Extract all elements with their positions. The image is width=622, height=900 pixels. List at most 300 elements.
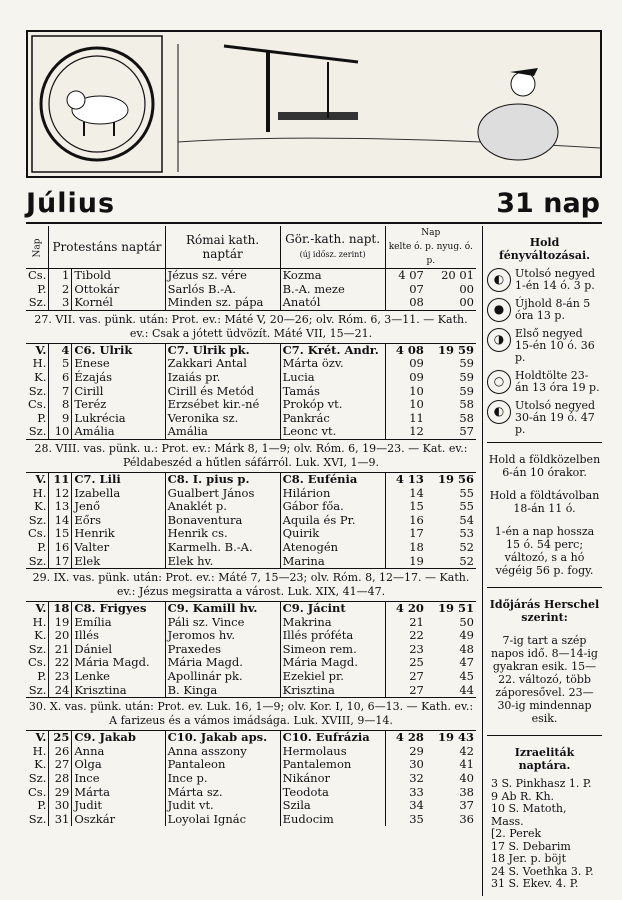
- protestant-name: Valter: [72, 541, 165, 555]
- col-greek-label: Gör.-kath. napt.: [285, 232, 381, 246]
- sunset: 58: [459, 410, 474, 425]
- table-row: [26, 398, 476, 412]
- greek-name: Eudocim: [280, 813, 385, 827]
- roman-name: C9. Kamill hv.: [165, 602, 280, 616]
- table-row: [26, 487, 476, 501]
- sunrise: 10: [409, 397, 424, 412]
- greek-name: Pantalemon: [280, 758, 385, 772]
- sunset: 38: [459, 784, 474, 799]
- sunset: 19 56: [437, 471, 474, 486]
- day-number: 5: [49, 357, 72, 371]
- table-row: [26, 786, 476, 800]
- greek-name: Krisztina: [280, 684, 385, 698]
- sunset: 41: [459, 757, 474, 772]
- moon-phase-text: Utolsó negyed 1-én 14 ó. 3 p.: [515, 267, 595, 292]
- day-number: 9: [49, 412, 72, 426]
- sunrise: 4 20: [395, 601, 424, 616]
- protestant-name: Tibold: [72, 269, 165, 283]
- day-number: 28: [49, 772, 72, 786]
- protestant-name: Amália: [72, 425, 165, 439]
- col-greek: [280, 226, 385, 269]
- protestant-name: Krisztina: [72, 684, 165, 698]
- protestant-name: Kornél: [72, 296, 165, 310]
- israelite-item: 3 S. Pinkhasz 1. P.: [491, 777, 592, 790]
- month-title: Július: [26, 188, 116, 219]
- day-length-note: 1-én a nap hossza 15 ó. 54 perc; változó, s a hó végéig 56 p. fogy.: [494, 525, 595, 577]
- roman-name: Amália: [165, 425, 280, 439]
- sunset: 00: [459, 281, 474, 296]
- sidebar: [482, 226, 602, 896]
- roman-name: Jézus sz. vére: [165, 269, 280, 283]
- roman-name: Zakkari Antal: [165, 357, 280, 371]
- sunrise: 17: [409, 526, 424, 541]
- table-row: [26, 656, 476, 670]
- roman-name: Elek hv.: [165, 555, 280, 569]
- greek-name: Márta özv.: [280, 357, 385, 371]
- moon-phase-icon: ◐: [487, 268, 511, 292]
- sunrise: 08: [409, 295, 424, 310]
- roman-name: C7. Ulrik pk.: [165, 343, 280, 357]
- sunset: 36: [459, 811, 474, 826]
- divider: [487, 735, 602, 736]
- protestant-name: Jenő: [72, 500, 165, 514]
- weekday: K.: [26, 758, 49, 772]
- table-row: [26, 643, 476, 657]
- sunset: 52: [459, 539, 474, 554]
- protestant-name: Eőrs: [72, 514, 165, 528]
- sunrise: 16: [409, 512, 424, 527]
- sunrise: 4 28: [395, 730, 424, 745]
- greek-name: Illés próféta: [280, 629, 385, 643]
- header-illustration: [26, 30, 602, 178]
- day-number: 21: [49, 643, 72, 657]
- moon-phase-item: [487, 328, 602, 364]
- table-row: [26, 425, 476, 439]
- greek-name: C7. Krét. Andr.: [280, 343, 385, 357]
- col-kelte: kelte ó. p.: [388, 242, 434, 252]
- weekday: Cs.: [26, 398, 49, 412]
- greek-name: Atenogén: [280, 541, 385, 555]
- greek-name: Marina: [280, 555, 385, 569]
- week-note-29: 29. IX. vas. pünk. után: Prot. ev.: Máté 7, 15—23; olv. Róm. 8, 12—17. — Kath. ev.: Jézus megsiratta a várost. Luk. XIX, 41—47.: [26, 569, 476, 602]
- day-number: 13: [49, 500, 72, 514]
- sunrise: 07: [409, 281, 424, 296]
- sunset: 50: [459, 614, 474, 629]
- roman-name: Karmelh. B.-A.: [165, 541, 280, 555]
- day-number: 1: [49, 269, 72, 283]
- rows-group-4: [26, 602, 476, 698]
- day-number: 8: [49, 398, 72, 412]
- protestant-name: Elek: [72, 555, 165, 569]
- col-roman: Római kath. naptár: [165, 226, 280, 269]
- greek-name: Quirik: [280, 527, 385, 541]
- sunset: 57: [459, 424, 474, 439]
- greek-name: Anatól: [280, 296, 385, 310]
- moon-title: Hold fényváltozásai.: [499, 236, 590, 262]
- sunset: 44: [459, 682, 474, 697]
- moon-phase-item: [487, 298, 602, 322]
- sunset: 53: [459, 526, 474, 541]
- sunset: 58: [459, 397, 474, 412]
- moon-phase-text: Újhold 8-án 5 óra 13 p.: [515, 297, 591, 322]
- table-row: [26, 343, 476, 357]
- roman-name: C8. I. pius p.: [165, 472, 280, 486]
- sunrise: 4 08: [395, 342, 424, 357]
- weekday: Sz.: [26, 684, 49, 698]
- protestant-name: Ézajás: [72, 371, 165, 385]
- roman-name: B. Kinga: [165, 684, 280, 698]
- weekday: H.: [26, 616, 49, 630]
- greek-name: C10. Eufrázia: [280, 731, 385, 745]
- perigee-note: Hold a földközelben 6-án 10 órakor.: [488, 453, 601, 479]
- sunrise: 34: [409, 798, 424, 813]
- day-number: 31: [49, 813, 72, 827]
- divider: [487, 587, 602, 588]
- weekday: V.: [26, 602, 49, 616]
- rows-group-5: [26, 731, 476, 827]
- weekday: Sz.: [26, 296, 49, 310]
- days-count: 31 nap: [496, 188, 600, 219]
- sunrise: 4 07: [398, 268, 424, 282]
- greek-name: Szila: [280, 799, 385, 813]
- day-number: 14: [49, 514, 72, 528]
- greek-name: Gábor főa.: [280, 500, 385, 514]
- sunrise: 11: [409, 410, 424, 425]
- weekday: Sz.: [26, 514, 49, 528]
- sunrise: 18: [409, 539, 424, 554]
- table-row: [26, 758, 476, 772]
- moon-phase-icon: ◑: [487, 328, 511, 352]
- roman-name: Sarlós B.-A.: [165, 283, 280, 297]
- table-row: [26, 616, 476, 630]
- col-sun: [385, 226, 476, 269]
- weekday: Sz.: [26, 643, 49, 657]
- day-number: 3: [49, 296, 72, 310]
- protestant-name: Illés: [72, 629, 165, 643]
- greek-name: Makrina: [280, 616, 385, 630]
- calendar-table: [26, 226, 476, 826]
- sunset: 19 51: [437, 601, 474, 616]
- day-number: 25: [49, 731, 72, 745]
- weekday: Cs.: [26, 786, 49, 800]
- day-number: 17: [49, 555, 72, 569]
- sunset: 59: [459, 356, 474, 371]
- table-row: [26, 283, 476, 297]
- table-row: [26, 269, 476, 283]
- day-number: 23: [49, 670, 72, 684]
- col-sun-label: Nap: [421, 228, 441, 238]
- protestant-name: Judit: [72, 799, 165, 813]
- protestant-name: C7. Lili: [72, 472, 165, 486]
- israelite-item: 18 Jer. p. böjt: [491, 852, 566, 865]
- weekday: P.: [26, 670, 49, 684]
- sunset: 45: [459, 669, 474, 684]
- israelite-item: [2. Perek: [491, 827, 542, 840]
- col-nap: Nap: [26, 226, 49, 269]
- weekday: H.: [26, 745, 49, 759]
- day-number: 10: [49, 425, 72, 439]
- protestant-name: Anna: [72, 745, 165, 759]
- table-row: [26, 629, 476, 643]
- table-row: [26, 745, 476, 759]
- week-note-27: 27. VII. vas. pünk. után: Prot. ev.: Máté V, 20—26; olv. Róm. 6, 3—11. — Kath. ev.: Csak a jótett üdvözít. Máté VII, 15—21.: [26, 310, 476, 343]
- weekday: K.: [26, 629, 49, 643]
- greek-name: C9. Jácint: [280, 602, 385, 616]
- roman-name: Apollinár pk.: [165, 670, 280, 684]
- israelite-item: 17 S. Debarim: [491, 839, 571, 853]
- weekday: V.: [26, 343, 49, 357]
- sunrise: 30: [409, 757, 424, 772]
- protestant-name: C6. Ulrik: [72, 343, 165, 357]
- table-row: [26, 514, 476, 528]
- sunset: 48: [459, 641, 474, 656]
- greek-name: Mária Magd.: [280, 656, 385, 670]
- day-number: 4: [49, 343, 72, 357]
- sunrise: 27: [409, 682, 424, 697]
- sunset: 59: [459, 383, 474, 398]
- sunrise: 09: [409, 369, 424, 384]
- roman-name: Mária Magd.: [165, 656, 280, 670]
- sunrise: 25: [409, 655, 424, 670]
- roman-name: Pantaleon: [165, 758, 280, 772]
- table-row: [26, 670, 476, 684]
- weekday: Sz.: [26, 425, 49, 439]
- weekday: K.: [26, 371, 49, 385]
- weekday: H.: [26, 357, 49, 371]
- moon-phase-item: [487, 400, 602, 436]
- israelite-item: 31 S. Ekev. 4. P.: [491, 877, 579, 890]
- protestant-name: Olga: [72, 758, 165, 772]
- protestant-name: Teréz: [72, 398, 165, 412]
- roman-name: Erzsébet kir.-né: [165, 398, 280, 412]
- greek-name: Nikánor: [280, 772, 385, 786]
- roman-name: Veronika sz.: [165, 412, 280, 426]
- roman-name: C10. Jakab aps.: [165, 731, 280, 745]
- table-row: [26, 555, 476, 569]
- sunrise: 14: [409, 485, 424, 500]
- sunset: 00: [459, 295, 474, 310]
- moon-phase-text: Első negyed 15-én 10 ó. 36 p.: [515, 327, 595, 364]
- moon-phase-icon: ○: [487, 370, 511, 394]
- table-row: [26, 602, 476, 616]
- weekday: V.: [26, 472, 49, 486]
- protestant-name: C9. Jakab: [72, 731, 165, 745]
- moon-phase-text: Holdtölte 23-án 13 óra 19 p.: [515, 369, 600, 394]
- sunrise: 32: [409, 771, 424, 786]
- israelite-item: 24 S. Voethka 3. P.: [491, 864, 594, 878]
- protestant-name: Márta: [72, 786, 165, 800]
- sunset: 19 43: [437, 730, 474, 745]
- roman-name: Bonaventura: [165, 514, 280, 528]
- table-row: [26, 772, 476, 786]
- roman-name: Henrik cs.: [165, 527, 280, 541]
- sunset: 40: [459, 771, 474, 786]
- day-number: 7: [49, 385, 72, 399]
- sunrise: 33: [409, 784, 424, 799]
- protestant-name: Ottokár: [72, 283, 165, 297]
- roman-name: Anaklét p.: [165, 500, 280, 514]
- pastoral-scene-image: [28, 32, 600, 176]
- day-number: 15: [49, 527, 72, 541]
- sunset: 52: [459, 553, 474, 568]
- moon-phases: [487, 268, 602, 436]
- sunset: 47: [459, 655, 474, 670]
- roman-name: Izaiás pr.: [165, 371, 280, 385]
- greek-name: C8. Eufénia: [280, 472, 385, 486]
- roman-name: Anna asszony: [165, 745, 280, 759]
- sunset: 54: [459, 512, 474, 527]
- sunrise: 12: [409, 424, 424, 439]
- week-note-30: 30. X. vas. pünk. után: Prot. ev. Luk. 16, 1—9; olv. Kor. I, 10, 6—13. — Kath. ev.: A farizeus és a vámos imádsága. Luk. XVIII, 9—14.: [26, 698, 476, 731]
- greek-name: Hermolaus: [280, 745, 385, 759]
- roman-name: Ince p.: [165, 772, 280, 786]
- protestant-name: Cirill: [72, 385, 165, 399]
- sunrise: 21: [409, 614, 424, 629]
- weekday: P.: [26, 283, 49, 297]
- table-row: [26, 500, 476, 514]
- sunset: 59: [459, 369, 474, 384]
- day-number: 19: [49, 616, 72, 630]
- sunrise: 23: [409, 641, 424, 656]
- day-number: 22: [49, 656, 72, 670]
- weather-note: 7-ig tart a szép napos idő. 8—14-ig gyakran esik. 15—22. változó, több záporesővel. 23—30-ig mindennap esik.: [491, 634, 598, 725]
- rows-group-1: [26, 269, 476, 311]
- day-number: 11: [49, 472, 72, 486]
- sunset: 37: [459, 798, 474, 813]
- sunrise: 4 13: [395, 471, 424, 486]
- protestant-name: Henrik: [72, 527, 165, 541]
- table-row: [26, 472, 476, 486]
- protestant-name: Lenke: [72, 670, 165, 684]
- rows-group-3: [26, 472, 476, 568]
- weekday: P.: [26, 412, 49, 426]
- moon-phase-text: Utolsó negyed 30-án 19 ó. 47 p.: [515, 399, 595, 436]
- weekday: Cs.: [26, 656, 49, 670]
- day-number: 30: [49, 799, 72, 813]
- weather-title: Időjárás Herschel szerint:: [489, 598, 600, 624]
- weekday: K.: [26, 500, 49, 514]
- day-number: 18: [49, 602, 72, 616]
- greek-name: Teodota: [280, 786, 385, 800]
- weekday: Sz.: [26, 772, 49, 786]
- weekday: H.: [26, 487, 49, 501]
- sunrise: 35: [409, 811, 424, 826]
- day-number: 16: [49, 541, 72, 555]
- sunrise: 09: [409, 356, 424, 371]
- roman-name: Jeromos hv.: [165, 629, 280, 643]
- greek-name: Prokóp vt.: [280, 398, 385, 412]
- israelite-list: [487, 778, 602, 891]
- table-row: [26, 385, 476, 399]
- sunset: 49: [459, 628, 474, 643]
- protestant-name: Ince: [72, 772, 165, 786]
- apogee-note: Hold a földtávolban 18-án 11 ó.: [489, 489, 600, 515]
- rows-group-2: [26, 343, 476, 439]
- greek-name: Hilárion: [280, 487, 385, 501]
- weekday: P.: [26, 541, 49, 555]
- greek-name: Kozma: [280, 269, 385, 283]
- table-row: [26, 296, 476, 310]
- col-nyug: nyug. ó. p.: [426, 242, 473, 266]
- table-row: [26, 357, 476, 371]
- roman-name: Minden sz. pápa: [165, 296, 280, 310]
- protestant-name: Emília: [72, 616, 165, 630]
- table-row: [26, 813, 476, 827]
- protestant-name: Enese: [72, 357, 165, 371]
- day-number: 24: [49, 684, 72, 698]
- sunrise: 29: [409, 743, 424, 758]
- weekday: P.: [26, 799, 49, 813]
- roman-name: Márta sz.: [165, 786, 280, 800]
- sunrise: 27: [409, 669, 424, 684]
- sunset: 19 59: [437, 342, 474, 357]
- table-row: [26, 412, 476, 426]
- greek-name: Aquila és Pr.: [280, 514, 385, 528]
- israelite-item: 10 S. Matoth, Mass.: [491, 802, 567, 828]
- moon-phase-item: [487, 370, 602, 394]
- israelite-title: Izraeliták naptára.: [514, 746, 575, 772]
- table-row: [26, 371, 476, 385]
- protestant-name: C8. Frigyes: [72, 602, 165, 616]
- table-row: [26, 684, 476, 698]
- protestant-name: Dániel: [72, 643, 165, 657]
- protestant-name: Mária Magd.: [72, 656, 165, 670]
- israelite-item: 9 Ab R. Kh.: [491, 789, 555, 803]
- weekday: Sz.: [26, 813, 49, 827]
- roman-name: Praxedes: [165, 643, 280, 657]
- roman-name: Cirill és Metód: [165, 385, 280, 399]
- greek-name: Simeon rem.: [280, 643, 385, 657]
- greek-name: B.-A. meze: [280, 283, 385, 297]
- sunrise: 22: [409, 628, 424, 643]
- roman-name: Páli sz. Vince: [165, 616, 280, 630]
- col-protestant: Protestáns naptár: [49, 226, 165, 269]
- weekday: Cs.: [26, 527, 49, 541]
- day-number: 12: [49, 487, 72, 501]
- greek-name: Leonc vt.: [280, 425, 385, 439]
- moon-phase-item: [487, 268, 602, 292]
- greek-name: Lucia: [280, 371, 385, 385]
- weekday: Cs.: [26, 269, 49, 283]
- sunrise: 10: [409, 383, 424, 398]
- day-number: 29: [49, 786, 72, 800]
- week-note-28: 28. VIII. vas. pünk. u.: Prot. ev.: Márk 8, 1—9; olv. Róm. 6, 19—23. — Kat. ev.: Példabeszéd a hűtlen sáfárról. Luk. XVI, 1—9.: [26, 439, 476, 472]
- day-number: 2: [49, 283, 72, 297]
- weekday: Sz.: [26, 555, 49, 569]
- greek-name: Ezekiel pr.: [280, 670, 385, 684]
- day-number: 6: [49, 371, 72, 385]
- day-number: 27: [49, 758, 72, 772]
- table-row: [26, 731, 476, 745]
- table-row: [26, 527, 476, 541]
- sunset: 42: [459, 743, 474, 758]
- moon-phase-icon: ◐: [487, 400, 511, 424]
- table-row: [26, 541, 476, 555]
- protestant-name: Izabella: [72, 487, 165, 501]
- greek-name: Tamás: [280, 385, 385, 399]
- weekday: Sz.: [26, 385, 49, 399]
- header-rule: [26, 222, 602, 224]
- roman-name: Gualbert János: [165, 487, 280, 501]
- roman-name: Judit vt.: [165, 799, 280, 813]
- sunset: 20 01: [441, 268, 474, 282]
- sunrise: 15: [409, 499, 424, 514]
- day-number: 20: [49, 629, 72, 643]
- greek-name: Pankrác: [280, 412, 385, 426]
- divider: [487, 442, 602, 443]
- col-greek-sub: (új idősz. zerint): [299, 250, 366, 259]
- protestant-name: Lukrécia: [72, 412, 165, 426]
